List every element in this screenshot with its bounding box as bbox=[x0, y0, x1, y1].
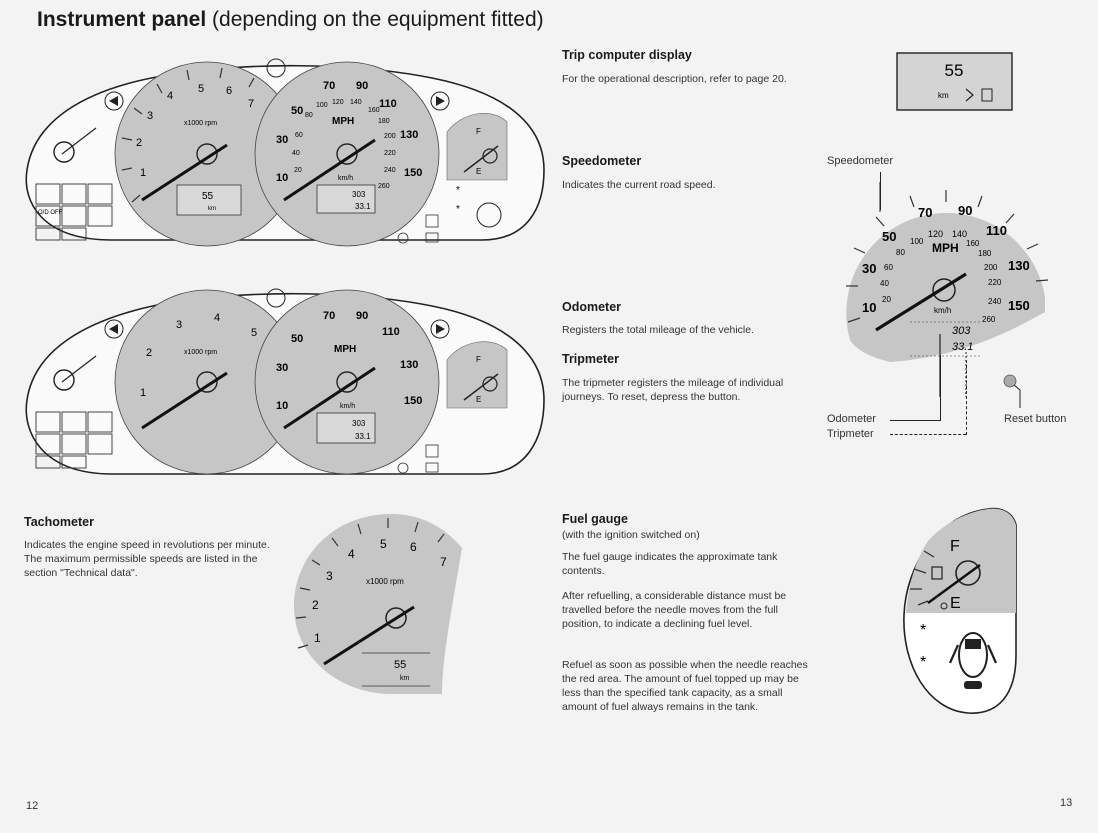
kmh-label: 60 bbox=[295, 132, 303, 139]
fuel-f-label: F bbox=[950, 538, 960, 555]
page-title bbox=[37, 8, 544, 32]
tachometer-text: Indicates the engine speed in revolutions per minute. The maximum permissible speeds are listed in the section "Technical data". bbox=[24, 539, 270, 579]
kmh-label: 180 bbox=[978, 249, 992, 258]
kmh-label: 20 bbox=[882, 295, 891, 304]
tach-tick-label: 3 bbox=[147, 110, 154, 122]
speedometer-dial-b bbox=[255, 290, 439, 474]
fuel-gauge-detail bbox=[898, 505, 1020, 717]
fuel-e-label: E bbox=[950, 595, 961, 612]
kmh-label: 60 bbox=[884, 263, 893, 272]
tach-tick-label: 7 bbox=[248, 98, 255, 110]
mph-label: 70 bbox=[918, 205, 933, 220]
tach-tick-label: 5 bbox=[198, 83, 205, 95]
page-title-bold: Instrument panel bbox=[37, 8, 207, 31]
trip-computer-display bbox=[896, 52, 1014, 112]
kmh-label: 140 bbox=[952, 229, 968, 239]
tach-tick-label: 7 bbox=[440, 555, 447, 569]
tach-tick-label: 4 bbox=[348, 547, 355, 561]
kmh-label: 120 bbox=[928, 229, 944, 239]
mph-label: 30 bbox=[276, 362, 289, 374]
fuel-gauge-heading: Fuel gauge bbox=[562, 512, 628, 526]
fuel-f-label: F bbox=[476, 127, 481, 136]
mph-label: 110 bbox=[382, 326, 400, 338]
snowflake-icon: * bbox=[920, 654, 927, 671]
speed-unit: MPH bbox=[932, 241, 959, 255]
tach-tick-label: 1 bbox=[140, 387, 147, 399]
mph-label: 10 bbox=[862, 300, 877, 315]
reset-button-graphic bbox=[1000, 372, 1030, 412]
tach-tick-label: 5 bbox=[251, 327, 258, 339]
mph-label: 130 bbox=[400, 359, 419, 371]
mph-label: 150 bbox=[1008, 298, 1030, 313]
kmh-label: 220 bbox=[988, 278, 1002, 287]
tripmeter-heading: Tripmeter bbox=[562, 352, 619, 366]
mph-label: 10 bbox=[276, 400, 289, 412]
trip-computer-heading: Trip computer display bbox=[562, 48, 692, 62]
mph-label: 130 bbox=[1008, 258, 1030, 273]
speed-unit: MPH bbox=[332, 116, 355, 127]
tripmeter-value: 33.1 bbox=[355, 202, 371, 211]
fuel-gauge-subheading: (with the ignition switched on) bbox=[562, 529, 700, 541]
trip-sub: km bbox=[208, 206, 216, 212]
speedometer-heading: Speedometer bbox=[562, 154, 642, 168]
trip-sub: km bbox=[400, 675, 410, 682]
kmh-label: 140 bbox=[350, 99, 362, 106]
kmh-label: 260 bbox=[982, 315, 996, 324]
kmh-label: 200 bbox=[984, 263, 998, 272]
fuel-f-label: F bbox=[476, 355, 481, 364]
mph-label: 10 bbox=[276, 172, 289, 184]
snowflake-icon: * bbox=[920, 622, 927, 639]
tach-tick-label: 2 bbox=[312, 598, 319, 612]
callout-odometer: Odometer bbox=[827, 413, 876, 425]
snowflake-icon: * bbox=[456, 185, 460, 196]
snowflake-icon: * bbox=[456, 204, 460, 215]
tach-tick-label: 4 bbox=[214, 312, 221, 324]
trip-value: 55 bbox=[202, 191, 214, 202]
kmh-label: 160 bbox=[966, 239, 980, 248]
od-off-label: O/D OFF bbox=[38, 210, 63, 216]
tach-tick-label: 1 bbox=[314, 631, 321, 645]
tripmeter-text: The tripmeter registers the mileage of individual journeys. To reset, depress the button. bbox=[562, 377, 784, 403]
tach-tick-label: 3 bbox=[326, 569, 333, 583]
callout-reset-button: Reset button bbox=[1004, 413, 1067, 425]
mph-label: 90 bbox=[356, 80, 369, 92]
mph-label: 50 bbox=[291, 333, 304, 345]
fuel-e-label: E bbox=[476, 395, 482, 404]
fuel-gauge-p2: After refuelling, a considerable distance must be travelled before the needle moves from the full position, to indicate a declining fuel level. bbox=[562, 590, 787, 630]
speedometer-dial-a bbox=[255, 62, 439, 246]
tripmeter-value: 33.1 bbox=[952, 341, 974, 353]
tach-tick-label: 2 bbox=[136, 137, 143, 149]
mph-label: 30 bbox=[862, 261, 877, 276]
odometer-value: 303 bbox=[352, 190, 366, 199]
instrument-cluster-a bbox=[22, 52, 550, 260]
tach-unit: x1000 rpm bbox=[184, 120, 218, 127]
trip-display-unit: km bbox=[938, 91, 949, 100]
fuel-gauge-p1: The fuel gauge indicates the approximate tank contents. bbox=[562, 551, 778, 577]
mph-label: 50 bbox=[882, 229, 897, 244]
tach-unit: x1000 rpm bbox=[184, 349, 218, 356]
trip-value: 55 bbox=[394, 659, 407, 671]
callout-tripmeter: Tripmeter bbox=[827, 428, 874, 440]
tach-tick-label: 4 bbox=[167, 90, 174, 102]
page-number-left: 12 bbox=[26, 800, 39, 812]
mph-label: 70 bbox=[323, 310, 336, 322]
mph-label: 70 bbox=[323, 80, 336, 92]
kmh-label: 80 bbox=[896, 248, 905, 257]
kmh-unit: km/h bbox=[338, 175, 354, 182]
odometer-text: Registers the total mileage of the vehicle. bbox=[562, 324, 755, 336]
tachometer-detail bbox=[292, 508, 482, 696]
kmh-label: 80 bbox=[305, 112, 313, 119]
page-number-right: 13 bbox=[1060, 797, 1073, 809]
callout-speedometer: Speedometer bbox=[827, 155, 894, 167]
odometer-value: 303 bbox=[352, 419, 366, 428]
mph-label: 130 bbox=[400, 129, 419, 141]
kmh-label: 100 bbox=[316, 102, 328, 109]
kmh-label: 240 bbox=[988, 297, 1002, 306]
mph-label: 110 bbox=[986, 223, 1007, 238]
tach-tick-label: 2 bbox=[146, 347, 153, 359]
page-title-subtitle: (depending on the equipment fitted) bbox=[212, 8, 544, 31]
tachometer-heading: Tachometer bbox=[24, 515, 94, 529]
odometer-heading: Odometer bbox=[562, 300, 622, 314]
kmh-label: 220 bbox=[384, 150, 396, 157]
mph-label: 30 bbox=[276, 134, 289, 146]
tripmeter-value: 33.1 bbox=[355, 432, 371, 441]
kmh-label: 40 bbox=[292, 150, 300, 157]
tach-unit: x1000 rpm bbox=[366, 577, 404, 586]
speedometer-detail bbox=[840, 182, 1055, 397]
speedometer-text: Indicates the current road speed. bbox=[562, 179, 716, 191]
kmh-label: 120 bbox=[332, 99, 344, 106]
mph-label: 90 bbox=[356, 310, 369, 322]
mph-label: 150 bbox=[404, 167, 423, 179]
mph-label: 50 bbox=[291, 105, 304, 117]
kmh-label: 200 bbox=[384, 133, 396, 140]
tach-tick-label: 1 bbox=[140, 167, 147, 179]
kmh-unit: km/h bbox=[340, 403, 356, 410]
kmh-label: 20 bbox=[294, 167, 302, 174]
kmh-label: 180 bbox=[378, 118, 390, 125]
trip-computer-text: For the operational description, refer to page 20. bbox=[562, 73, 787, 85]
instrument-cluster-b bbox=[22, 282, 550, 482]
kmh-label: 160 bbox=[368, 107, 380, 114]
tach-tick-label: 3 bbox=[176, 319, 183, 331]
kmh-label: 260 bbox=[378, 183, 390, 190]
tach-tick-label: 6 bbox=[226, 85, 233, 97]
odometer-value: 303 bbox=[952, 325, 971, 337]
kmh-label: 40 bbox=[880, 279, 889, 288]
mph-label: 150 bbox=[404, 395, 423, 407]
mph-label: 110 bbox=[379, 98, 397, 110]
kmh-unit: km/h bbox=[934, 306, 952, 315]
kmh-label: 100 bbox=[910, 237, 924, 246]
trip-display-value: 55 bbox=[944, 61, 964, 80]
fuel-e-label: E bbox=[476, 167, 482, 176]
fuel-gauge-p3: Refuel as soon as possible when the needle reaches the red area. The amount of fuel topped up may be less than the specified tank capacity, as a small amount of fuel always remains in the tank. bbox=[562, 659, 808, 713]
speed-unit: MPH bbox=[334, 344, 357, 355]
tach-tick-label: 5 bbox=[380, 537, 387, 551]
kmh-label: 240 bbox=[384, 167, 396, 174]
tach-tick-label: 6 bbox=[410, 540, 417, 554]
mph-label: 90 bbox=[958, 203, 973, 218]
